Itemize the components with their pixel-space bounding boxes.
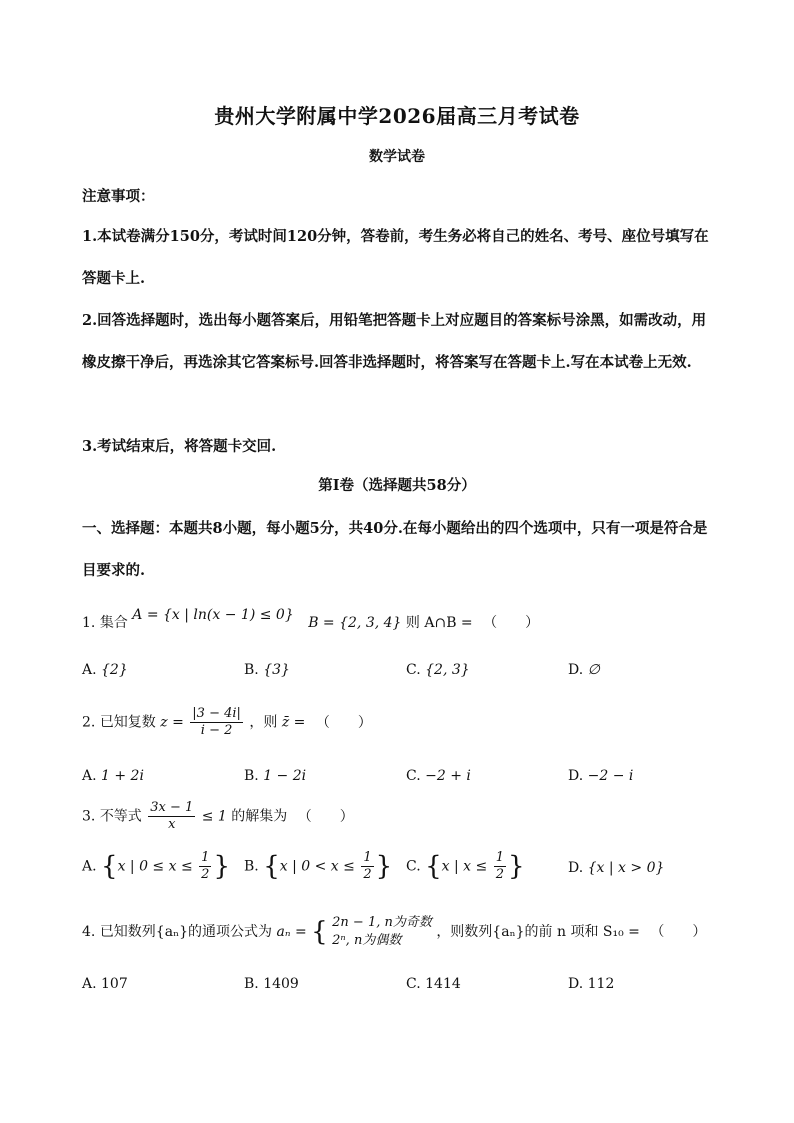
fraction (148, 800, 195, 833)
case-odd: 2n − 1, n为奇数 (332, 915, 432, 930)
option-d[interactable]: D. 112 (568, 976, 615, 992)
option-b[interactable]: B. {3} (244, 662, 290, 678)
fraction-numerator: 3x − 1 (150, 800, 194, 815)
question-4: 4. 已知数列{aₙ}的通项公式为 aₙ = { 2n − 1, n为奇数 2ⁿ, n为偶数 ，则数列{aₙ}的前 n 项和 S₁₀ = （ ） (82, 915, 707, 948)
fraction-numerator: |3 − 4i| (192, 706, 241, 721)
question-stem-tail: ，则数列{aₙ}的前 n 项和 S₁₀ = (436, 924, 640, 940)
question-3 (82, 800, 712, 833)
option-c[interactable]: C. {2, 3} (406, 662, 470, 678)
option-a[interactable]: A. 1 + 2i (82, 768, 144, 784)
question-stem: 不等式 (99, 808, 142, 825)
fraction-denominator: x (168, 817, 176, 832)
exam-subtitle: 数学试卷 (369, 149, 425, 165)
set-a-expression: A = {x | ln(x − 1) ≤ 0} (132, 607, 294, 623)
option-c[interactable]: C. −2 + i (406, 768, 471, 784)
question-stem: 已知复数 (99, 714, 156, 731)
an-equals: aₙ = (276, 924, 307, 940)
z-equals: z = (160, 714, 184, 731)
option-b[interactable]: B. 1409 (244, 976, 299, 992)
option-d[interactable]: D. −2 − i (568, 768, 634, 784)
option-a[interactable]: A. {x | 0 ≤ x ≤ $\frac{1}{2}$ } (82, 850, 230, 882)
note-item-1: 1.本试卷满分150分，考试时间120分钟，答卷前，考生务必将自己的姓名、考号、座位号填写在答题卡上. (82, 228, 709, 287)
option-c[interactable]: C. {x | x ≤ $\frac{1}{2}$ } (406, 850, 525, 882)
answer-paren: （ ） (297, 808, 354, 825)
question-stem: 已知数列{aₙ}的通项公式为 (99, 924, 273, 940)
question-number: 3. (82, 808, 96, 825)
question-stem: 集合 (99, 615, 128, 631)
option-a[interactable]: A. {2} (82, 662, 128, 678)
answer-paren: （ ） (483, 615, 540, 631)
exam-title: 贵州大学附属中学2026届高三月考试卷 (214, 104, 580, 128)
option-d[interactable]: D. {x | x > 0} (568, 860, 665, 876)
inequality-relation: ≤ 1 (201, 808, 227, 825)
question-stem-tail: 的解集为 (231, 808, 288, 825)
set-b-expression: B = {2, 3, 4} (308, 615, 402, 631)
option-a[interactable]: A. 107 (82, 976, 128, 992)
question-stem-tail: ，则 (249, 714, 278, 731)
answer-paren: （ ） (650, 924, 707, 940)
question-stem-tail: 则 A∩B = (405, 615, 473, 631)
question-number: 4. (82, 924, 96, 940)
case-even: 2ⁿ, n为偶数 (332, 933, 402, 948)
option-d[interactable]: D. ∅ (568, 662, 600, 678)
z-conjugate: z̄ = (281, 714, 306, 731)
note-item-2: 2.回答选择题时，选出每小题答案后，用铅笔把答题卡上对应题目的答案标号涂黑，如需改动，用橡皮擦干净后，再选涂其它答案标号.回答非选择题时，将答案写在答题卡上.写在本试卷上无效. (82, 312, 707, 371)
question-1 (82, 607, 712, 632)
option-c[interactable]: C. 1414 (406, 976, 461, 992)
question-number: 1. (82, 615, 96, 631)
note-item-3: 3.考试结束后，将答题卡交回. (82, 438, 277, 455)
section-intro: 一、选择题：本题共8小题，每小题5分，共40分.在每小题给出的四个选项中，只有一项是符合是目要求的. (82, 520, 708, 579)
answer-paren: （ ） (315, 714, 372, 731)
question-number: 2. (82, 714, 96, 731)
option-b[interactable]: B. {x | 0 < x ≤ $\frac{1}{2}$ } (244, 850, 393, 882)
fraction-denominator: i − 2 (200, 723, 233, 738)
option-b[interactable]: B. 1 − 2i (244, 768, 307, 784)
question-2 (82, 706, 712, 739)
piecewise-cases (332, 914, 432, 950)
fraction (190, 706, 243, 739)
section-title: 第Ⅰ卷（选择题共58分） (318, 477, 476, 494)
notes-heading: 注意事项： (82, 188, 155, 205)
